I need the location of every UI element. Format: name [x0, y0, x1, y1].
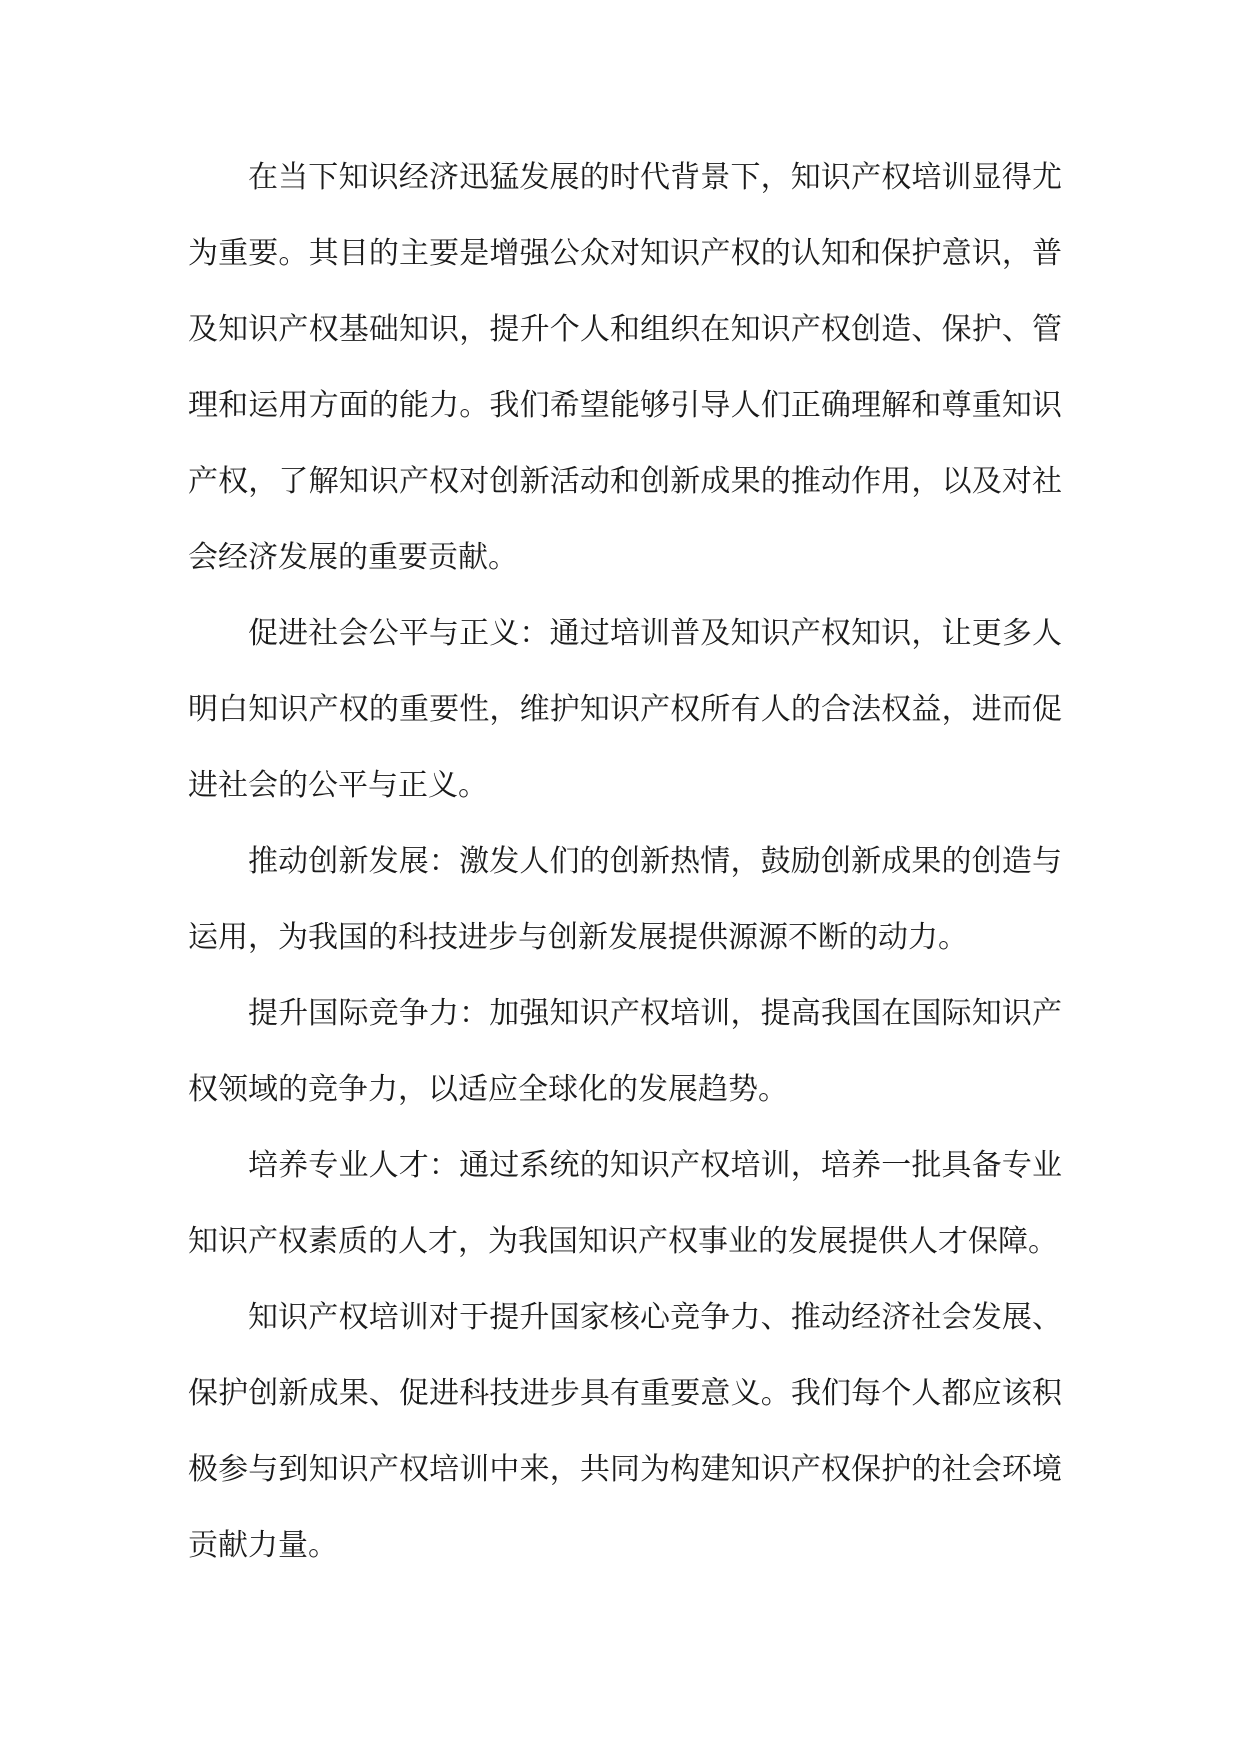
paragraph-competitiveness: 提升国际竞争力：加强知识产权培训，提高我国在国际知识产权领域的竞争力，以适应全球化的发展趋势。 [188, 996, 1062, 1107]
paragraph-conclusion: 知识产权培训对于提升国家核心竞争力、推动经济社会发展、保护创新成果、促进科技进步具有重要意义。我们每个人都应该积极参与到知识产权培训中来，共同为构建知识产权保护的社会环境贡献力量。 [188, 1300, 1062, 1563]
paragraph-intro: 在当下知识经济迅猛发展的时代背景下，知识产权培训显得尤为重要。其目的主要是增强公众对知识产权的认知和保护意识，普及知识产权基础知识，提升个人和组织在知识产权创造、保护、管理和运用方面的能力。我们希望能够引导人们正确理解和尊重知识产权，了解知识产权对创新活动和创新成果的推动作用，以及对社会经济发展的重要贡献。 [188, 160, 1062, 575]
paragraph-innovation: 推动创新发展：激发人们的创新热情，鼓励创新成果的创造与运用，为我国的科技进步与创新发展提供源源不断的动力。 [188, 844, 1062, 955]
paragraph-talent: 培养专业人才：通过系统的知识产权培训，培养一批具备专业知识产权素质的人才，为我国知识产权事业的发展提供人才保障。 [188, 1148, 1062, 1259]
paragraph-social-fairness: 促进社会公平与正义：通过培训普及知识产权知识，让更多人明白知识产权的重要性，维护知识产权所有人的合法权益，进而促进社会的公平与正义。 [188, 616, 1062, 803]
document-body [188, 140, 1062, 1584]
